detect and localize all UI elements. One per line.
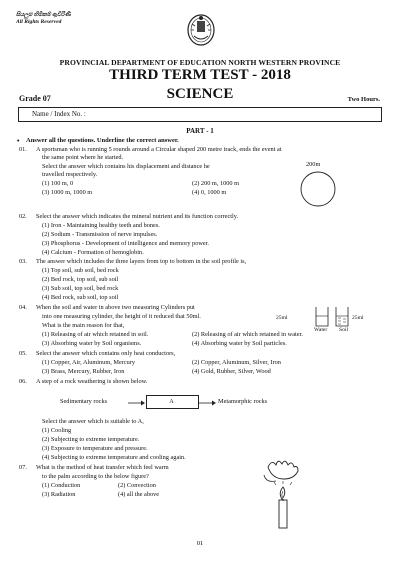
q05-option-3[interactable]: (3) Brass, Mercury, Rubber, Iron xyxy=(42,368,125,375)
q03-text: The answer which includes the three layers from top to bottom in the soil profile is, xyxy=(36,258,247,265)
q06-option-1[interactable]: (1) Cooling xyxy=(42,427,72,434)
q02-text: Select the answer which indicates the mineral nutrient and its function correctly. xyxy=(36,213,239,220)
q01-option-1[interactable]: (1) 100 m, 0 xyxy=(42,180,74,187)
q01-option-4[interactable]: (4) 0, 1000 m xyxy=(192,189,227,196)
q06-option-4[interactable]: (4) Subjecting to extreme temperature and cooling again. xyxy=(42,454,186,461)
exam-title: THIRD TERM TEST - 2018 xyxy=(109,67,291,83)
q01-track-label: 200m xyxy=(306,161,321,168)
q04-text-3: What is the main reason for that, xyxy=(42,322,125,329)
q06-option-2[interactable]: (2) Subjecting to extreme temperature. xyxy=(42,436,140,443)
q03-number: 03. xyxy=(19,258,27,265)
q05-option-2[interactable]: (2) Copper, Aluminum, Silver, Iron xyxy=(192,359,281,366)
flow-box-label: A xyxy=(169,398,174,405)
page-number: 01 xyxy=(196,540,204,547)
q07-option-4[interactable]: (4) all the above xyxy=(118,491,160,498)
water-label: Water xyxy=(314,327,328,333)
q04-option-3[interactable]: (3) Absorbing water by Soil organisms. xyxy=(42,340,142,347)
soil-label: Soil xyxy=(339,327,349,333)
q02-option-2[interactable]: (2) Sodium - Transmission of nerve impulses. xyxy=(42,231,158,238)
q07-text-2: to the palm according to the below figure? xyxy=(42,473,149,480)
subject-title: SCIENCE xyxy=(166,86,234,102)
q03-option-4[interactable]: (4) Bed rock, sub soil, top soil xyxy=(42,294,119,301)
name-index-label: Name / Index No. : xyxy=(32,110,86,118)
q04-number: 04. xyxy=(19,304,27,311)
q04-option-1[interactable]: (1) Releasing of air which retained in soil. xyxy=(42,331,149,338)
measuring-cylinders-diagram xyxy=(294,304,380,330)
q01-option-3[interactable]: (3) 1000 m, 1000 m xyxy=(42,189,93,196)
q06-number: 06. xyxy=(19,378,27,385)
q06-text: A step of a rock weathering is shown below. xyxy=(36,378,148,385)
q07-option-1[interactable]: (1) Conduction xyxy=(42,482,81,489)
circular-track-diagram xyxy=(290,168,346,208)
q01-option-2[interactable]: (2) 200 m, 1000 m xyxy=(192,180,240,187)
q03-option-2[interactable]: (2) Bed rock, top soil, sub soil xyxy=(42,276,119,283)
q02-option-4[interactable]: (4) Calcium - Formation of hemoglobin. xyxy=(42,249,144,256)
provincial-emblem-icon xyxy=(186,12,216,48)
q05-option-4[interactable]: (4) Gold, Rubber, Silver, Wood xyxy=(192,368,271,375)
department-name: PROVINCIAL DEPARTMENT OF EDUCATION NORTH WESTERN PROVINCE xyxy=(59,58,341,67)
copyright-sinhala: සියලුම හිමිකම් ඇවිරිණි xyxy=(16,12,71,18)
q07-option-2[interactable]: (2) Convection xyxy=(118,482,156,489)
q01-text-1: A sportsman who is running 5 rounds around a Circular shaped 200 metre track, ends the event at xyxy=(36,146,282,153)
bullet-icon: • xyxy=(17,137,20,145)
q03-option-3[interactable]: (3) Sub soil, top soil, bed rock xyxy=(42,285,119,292)
q04-text-2: into one measuring cylinder, the height of it reduced that 50ml. xyxy=(42,313,201,320)
q01-text-2: the same point where he started. xyxy=(42,154,124,161)
water-volume-label: 25ml xyxy=(276,315,288,321)
q07-option-3[interactable]: (3) Radiation xyxy=(42,491,76,498)
soil-volume-label: 25ml xyxy=(352,315,364,321)
q05-text: Select the answer which contains only heat conductors, xyxy=(36,350,176,357)
flow-to-label: Metamorphic rocks xyxy=(218,398,268,405)
hand-candle-illustration xyxy=(258,455,318,533)
q04-option-2[interactable]: (2) Releasing of air which retained in water. xyxy=(192,331,303,338)
q06-option-3[interactable]: (3) Exposure to temperature and pressure. xyxy=(42,445,148,452)
q07-text-1: What is the method of heat transfer which feel warm xyxy=(36,464,169,471)
q07-number: 07. xyxy=(19,464,27,471)
duration-label: Two Hours. xyxy=(347,96,380,103)
q01-text-3: Select the answer which contains his displacement and distance he xyxy=(42,163,210,170)
q05-option-1[interactable]: (1) Copper, Air, Aluminum, Mercury xyxy=(42,359,136,366)
grade-label: Grade 07 xyxy=(19,94,51,103)
q03-option-1[interactable]: (1) Top soil, sub soil, bed rock xyxy=(42,267,119,274)
q02-option-3[interactable]: (3) Phosphorus - Development of intelligence and memory power. xyxy=(42,240,210,247)
q04-text-1: When the soil and water in above two measuring Cylinders put xyxy=(36,304,195,311)
flow-from-label: Sedimentary rocks xyxy=(60,398,108,405)
q02-option-1[interactable]: (1) Iron - Maintaining healthy teeth and bones. xyxy=(42,222,160,229)
q06-text-2: Select the answer which is suitable to A, xyxy=(42,418,144,425)
part-heading: PART - 1 xyxy=(186,127,214,135)
q01-number: 01. xyxy=(19,146,27,153)
copyright-notice xyxy=(16,12,71,25)
name-index-field[interactable] xyxy=(18,107,382,122)
copyright-english: All Rights Reserved xyxy=(16,18,62,25)
q01-text-4: travelled respectively. xyxy=(42,171,98,178)
q02-number: 02. xyxy=(19,213,27,220)
instruction-text: Answer all the questions. Underline the correct answer. xyxy=(26,137,179,144)
q04-option-4[interactable]: (4) Absorbing water by Soil particles. xyxy=(192,340,287,347)
q05-number: 05. xyxy=(19,350,27,357)
